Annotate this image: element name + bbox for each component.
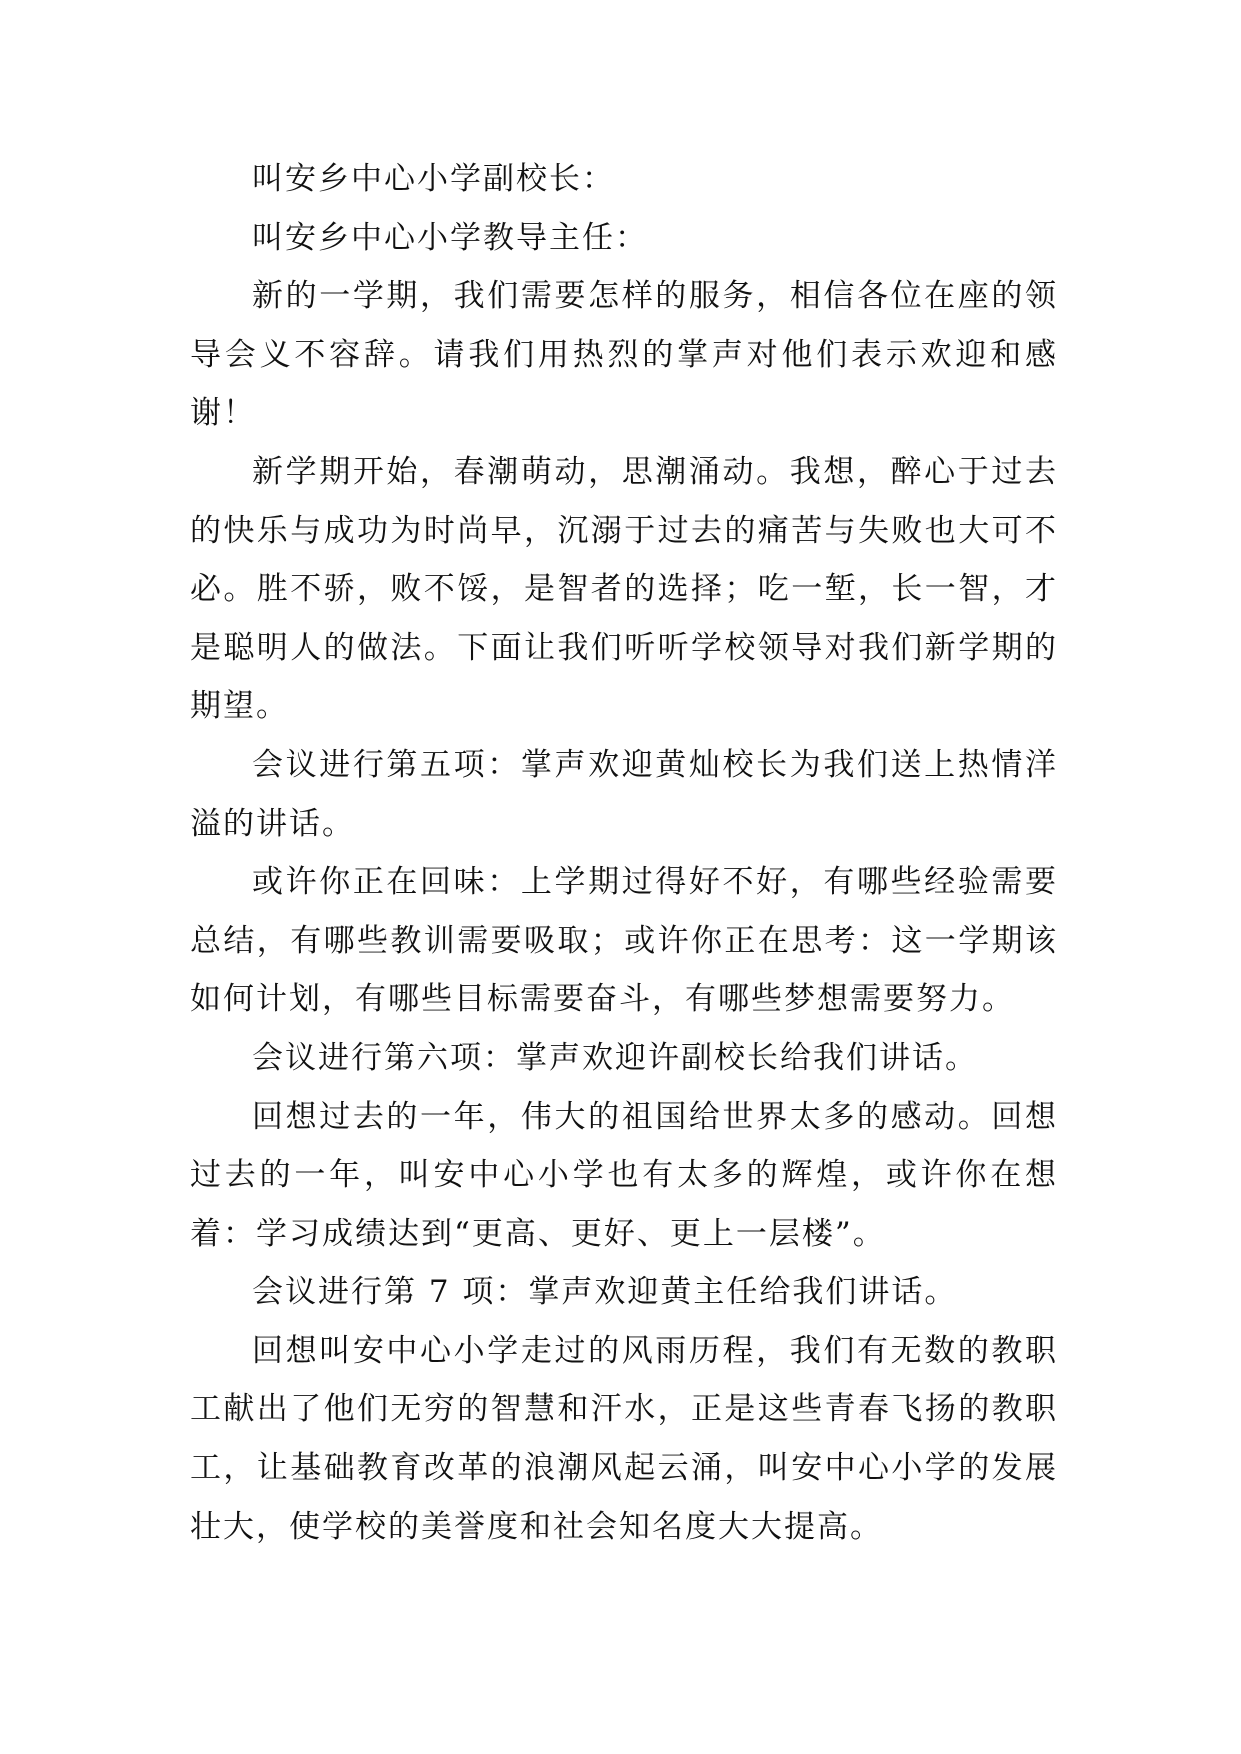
paragraph-new-semester-start: 新学期开始，春潮萌动，思潮涌动。我想，醉心于过去的快乐与成功为时尚早，沉溺于过去的痛苦与失败也大可不必。胜不骄，败不馁，是智者的选择；吃一堑，长一智，才是聪明人的做法。下面让我们听听学校领导对我们新学期的期望。 [190, 453, 1058, 725]
paragraph-reflection: 或许你正在回味：上学期过得好不好，有哪些经验需要总结，有哪些教训需要吸取；或许你正在思考：这一学期该如何计划，有哪些目标需要奋斗，有哪些梦想需要努力。 [190, 864, 1058, 1018]
paragraph-school-history: 回想叫安中心小学走过的风雨历程，我们有无数的教职工献出了他们无穷的智慧和汗水，正是这些青春飞扬的教职工，让基础教育改革的浪潮风起云涌，叫安中心小学的发展壮大，使学校的美誉度和社会知名度大大提高。 [190, 1332, 1058, 1545]
paragraph-agenda-item-5: 会议进行第五项：掌声欢迎黄灿校长为我们送上热情洋溢的讲话。 [190, 746, 1058, 842]
paragraph-new-semester-service: 新的一学期，我们需要怎样的服务，相信各位在座的领导会义不容辞。请我们用热烈的掌声对他们表示欢迎和感谢！ [190, 278, 1058, 432]
paragraph-agenda-item-6: 会议进行第六项：掌声欢迎许副校长给我们讲话。 [252, 1039, 978, 1076]
paragraph-past-year: 回想过去的一年，伟大的祖国给世界太多的感动。回想过去的一年，叫安中心小学也有太多的辉煌，或许你在想着：学习成绩达到“更高、更好、更上一层楼”。 [190, 1098, 1058, 1252]
document-page [190, 150, 1058, 1556]
paragraph-dean-title: 叫安乡中心小学教导主任： [252, 219, 648, 256]
paragraph-vice-principal-title: 叫安乡中心小学副校长： [252, 161, 615, 197]
paragraph-agenda-item-7: 会议进行第 7 项：掌声欢迎黄主任给我们讲话。 [252, 1274, 958, 1311]
